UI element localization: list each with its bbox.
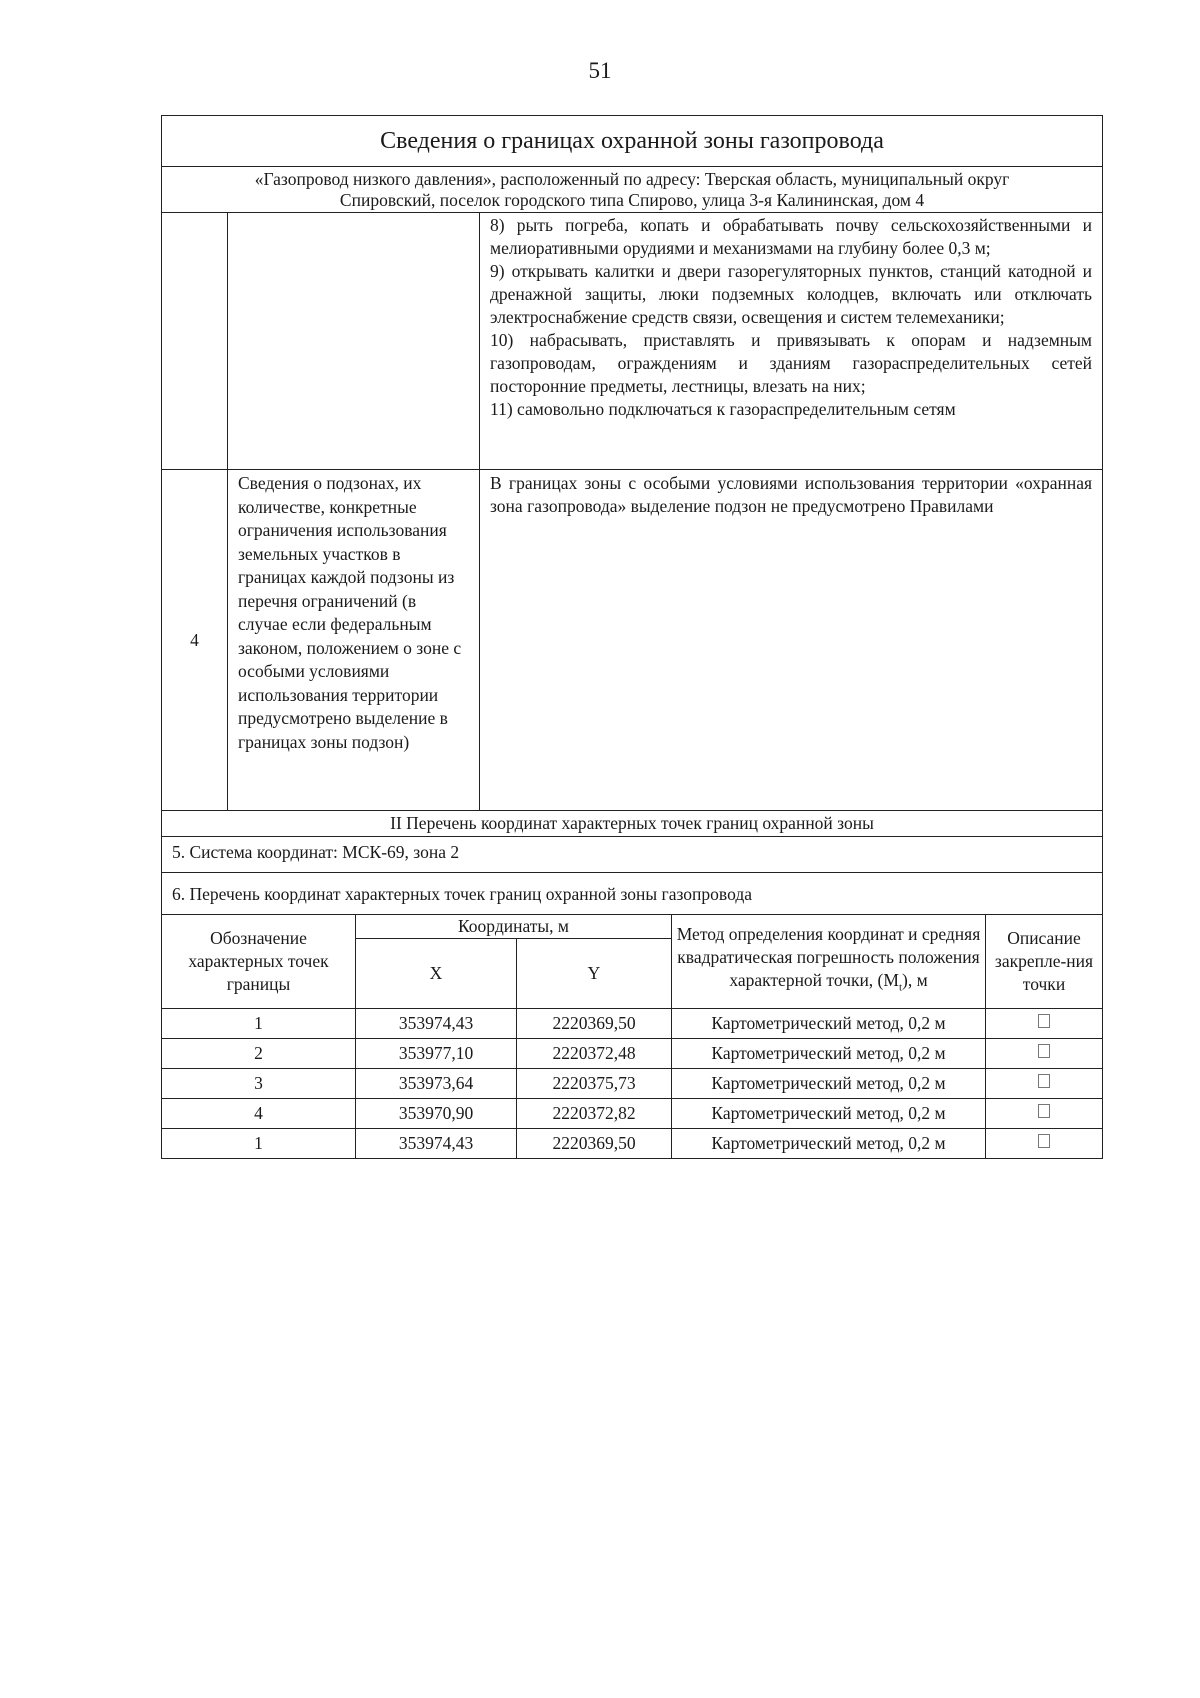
fixing-cell <box>986 1068 1103 1098</box>
fixing-cell <box>986 1038 1103 1068</box>
empty-description-cell <box>228 213 480 470</box>
method-cell: Картометрический метод, 0,2 м <box>672 1098 986 1128</box>
fixing-cell <box>986 1128 1103 1158</box>
empty-box-icon <box>1038 1044 1050 1058</box>
method-cell: Картометрический метод, 0,2 м <box>672 1008 986 1038</box>
empty-box-icon <box>1038 1014 1050 1028</box>
subzones-row <box>162 470 1103 811</box>
method-cell: Картометрический метод, 0,2 м <box>672 1128 986 1158</box>
x-cell: 353977,10 <box>356 1038 517 1068</box>
restriction-item: 11) самовольно подключаться к газораспределительным сетям <box>490 399 956 419</box>
coords-list-title: 6. Перечень координат характерных точек границ охранной зоны газопровода <box>162 873 1103 915</box>
subtitle-line-1: «Газопровод низкого давления», расположенный по адресу: Тверская область, муниципальный округ <box>254 169 1010 189</box>
subtitle-line-2: Спировский, поселок городского типа Спирово, улица 3-я Калининская, дом 4 <box>339 190 925 210</box>
fixing-cell <box>986 1098 1103 1128</box>
table-row <box>162 1008 1103 1038</box>
document-subtitle <box>162 167 1103 213</box>
document-sheet <box>161 115 1102 1159</box>
y-cell: 2220372,82 <box>517 1098 672 1128</box>
title-row <box>162 116 1103 167</box>
table-row <box>162 1038 1103 1068</box>
header-coordinates: Координаты, м <box>356 914 672 938</box>
row-number: 4 <box>162 470 228 811</box>
y-cell: 2220375,73 <box>517 1068 672 1098</box>
coords-header-row-1 <box>162 914 1103 938</box>
empty-box-icon <box>1038 1074 1050 1088</box>
empty-number-cell <box>162 213 228 470</box>
point-cell: 2 <box>162 1038 356 1068</box>
header-x: X <box>356 938 517 1008</box>
header-method-subscript: t <box>898 981 903 994</box>
point-cell: 3 <box>162 1068 356 1098</box>
zone-info-table <box>161 115 1103 915</box>
restrictions-continued-row <box>162 213 1103 470</box>
coords-list-title-row <box>162 873 1103 915</box>
coordinate-system-row <box>162 837 1103 873</box>
point-cell: 1 <box>162 1128 356 1158</box>
restriction-item: 8) рыть погреба, копать и обрабатывать почву сельскохозяйственными и мелиоративными орудиями и механизмами на глубину более 0,3 м; <box>490 215 1093 258</box>
restrictions-cell <box>480 213 1103 470</box>
subzones-info: В границах зоны с особыми условиями использования территории «охранная зона газопровода» выделение подзон не предусмотрено Правилами <box>480 470 1103 811</box>
x-cell: 353970,90 <box>356 1098 517 1128</box>
y-cell: 2220369,50 <box>517 1128 672 1158</box>
restriction-item: 9) открывать калитки и двери газорегуляторных пунктов, станций катодной и дренажной защиты, люки подземных колодцев, включать или отключать электроснабжение средств связи, освещения и систем телемеханики; <box>490 261 1093 327</box>
document-title: Сведения о границах охранной зоны газопровода <box>162 116 1103 167</box>
coordinates-table <box>161 914 1103 1159</box>
x-cell: 353973,64 <box>356 1068 517 1098</box>
x-cell: 353974,43 <box>356 1128 517 1158</box>
method-cell: Картометрический метод, 0,2 м <box>672 1068 986 1098</box>
point-cell: 4 <box>162 1098 356 1128</box>
table-row <box>162 1068 1103 1098</box>
empty-box-icon <box>1038 1104 1050 1118</box>
page-number: 51 <box>588 58 612 83</box>
restriction-item: 10) набрасывать, приставлять и привязывать к опорам и надземным газопроводам, ограждениям и зданиям газораспределительных сетей посторонние предметы, лестницы, влезать на них; <box>490 330 1093 396</box>
section-2-row <box>162 811 1103 837</box>
subzones-description: Сведения о подзонах, их количестве, конкретные ограничения использования земельных участков в границах каждой подзоны из перечня ограничений (в случае если федеральным законом, положением о зоне с особыми условиями использования территории предусмотрено выделение в границах зоны подзон) <box>228 470 480 811</box>
empty-box-icon <box>1038 1134 1050 1148</box>
header-fixing: Описание закрепле-ния точки <box>986 914 1103 1008</box>
subtitle-row <box>162 167 1103 213</box>
x-cell: 353974,43 <box>356 1008 517 1038</box>
table-row <box>162 1098 1103 1128</box>
section-2-title: II Перечень координат характерных точек границ охранной зоны <box>162 811 1103 837</box>
y-cell: 2220369,50 <box>517 1008 672 1038</box>
method-cell: Картометрический метод, 0,2 м <box>672 1038 986 1068</box>
coordinate-system: 5. Система координат: МСК-69, зона 2 <box>162 837 1103 873</box>
table-row <box>162 1128 1103 1158</box>
header-y: Y <box>517 938 672 1008</box>
header-point: Обозначение характерных точек границы <box>162 914 356 1008</box>
fixing-cell <box>986 1008 1103 1038</box>
header-method: Метод определения координат и средняя квадратическая погрешность положения характерной точки, $(M_t)$, м <box>672 914 986 1008</box>
y-cell: 2220372,48 <box>517 1038 672 1068</box>
point-cell: 1 <box>162 1008 356 1038</box>
